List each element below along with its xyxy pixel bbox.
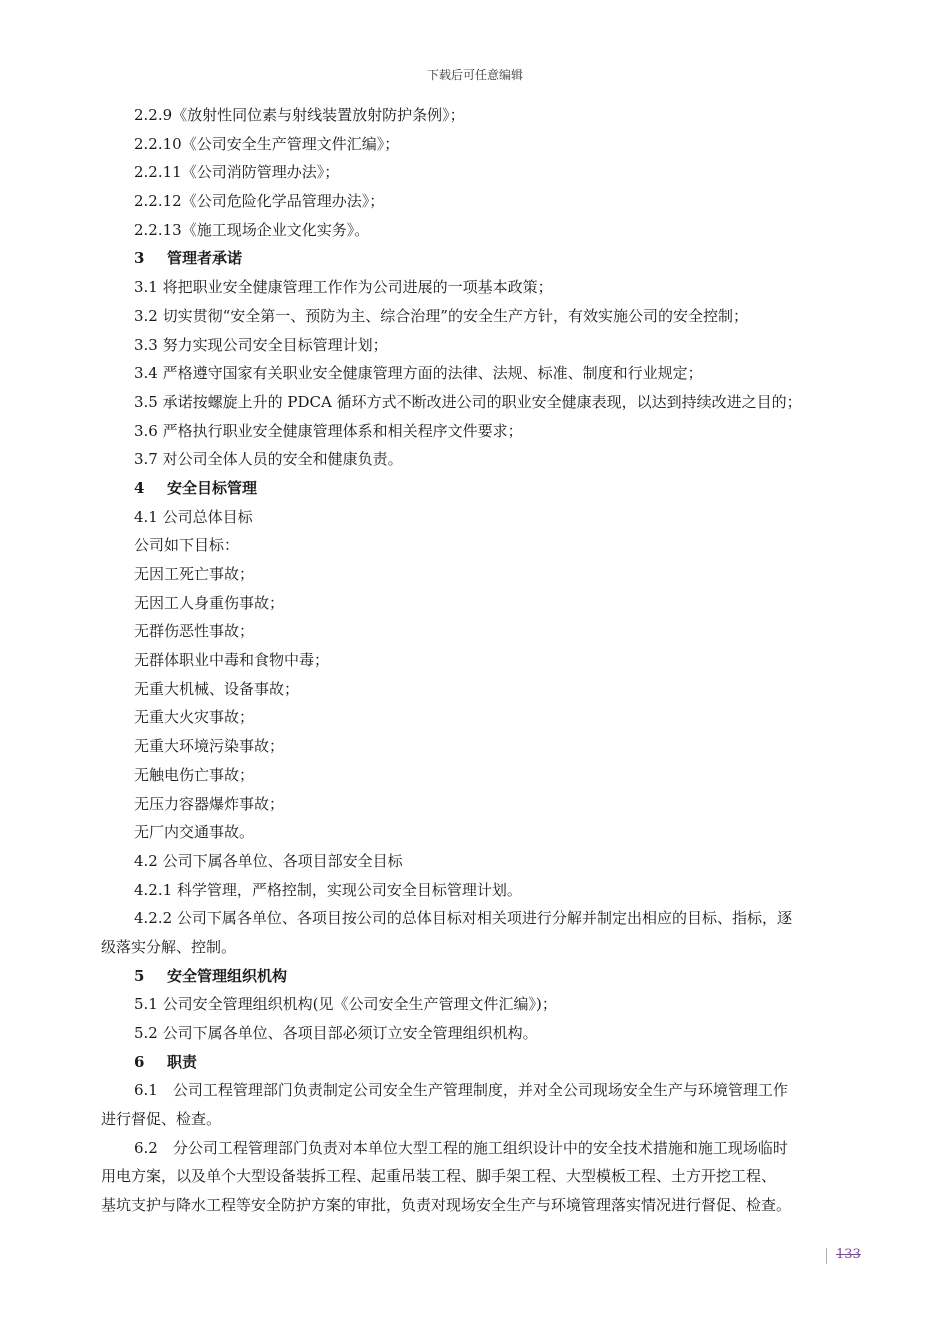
- list-item: 2.2.9《放射性同位素与射线装置放射防护条例》；: [134, 106, 465, 124]
- page-number: 133: [836, 1247, 861, 1262]
- list-item: 2.2.11《公司消防管理办法》；: [134, 163, 340, 182]
- list-item: 无群伤恶性事故；: [134, 622, 255, 641]
- list-item: 公司如下目标：: [134, 536, 240, 555]
- paragraph-line: 6.1 公司工程管理部门负责制定公司安全生产管理制度，并对全公司现场安全生产与环境管理工作: [134, 1081, 788, 1100]
- section-title: 职责: [167, 1052, 198, 1071]
- list-item: 4.1 公司总体目标: [134, 507, 253, 526]
- list-item: 无重大机械、设备事故；: [134, 679, 300, 698]
- list-item: 3.3 努力实现公司安全目标管理计划；: [134, 335, 388, 354]
- section-heading: [134, 474, 862, 503]
- list-item: 2.2.13《施工现场企业文化实务》。: [134, 220, 370, 239]
- list-item: 无压力容器爆炸事故；: [134, 794, 285, 813]
- list-item: 无群体职业中毒和食物中毒；: [134, 651, 330, 670]
- paragraph-line: 4.2.2 公司下属各单位、各项目按公司的总体目标对相关项进行分解并制定出相应的目标、指标，逐: [134, 909, 792, 928]
- list-item: 3.1 将把职业安全健康管理工作作为公司进展的一项基本政策；: [134, 278, 553, 297]
- section-number: 6: [134, 1052, 145, 1071]
- footer-divider: [826, 1248, 827, 1264]
- list-item: 3.5 承诺按螺旋上升的 PDCA 循环方式不断改进公司的职业安全健康表现，以达到持续改进之目的；: [134, 392, 802, 411]
- section-heading: [134, 1048, 862, 1077]
- list-item: 4.2.1 科学管理，严格控制，实现公司安全目标管理计划。: [134, 880, 522, 899]
- paragraph-line: 进行督促、检查。: [101, 1110, 222, 1129]
- list-item: 无触电伤亡事故；: [134, 765, 255, 784]
- section-number: 5: [134, 966, 145, 985]
- document-body: [101, 101, 862, 1220]
- section-title: 安全管理组织机构: [167, 966, 288, 985]
- list-item: 3.6 严格执行职业安全健康管理体系和相关程序文件要求；: [134, 421, 523, 440]
- paragraph-line: 级落实分解、控制。: [101, 937, 237, 956]
- list-item: 2.2.12《公司危险化学品管理办法》；: [134, 192, 385, 211]
- section-number: 4: [134, 478, 145, 497]
- paragraph-line: 基坑支护与降水工程等安全防护方案的审批，负责对现场安全生产与环境管理落实情况进行督促、检查。: [101, 1196, 792, 1215]
- page-header: 下载后可任意编辑: [426, 68, 523, 82]
- list-item: 无因工人身重伤事故；: [134, 593, 285, 612]
- paragraph-line: 用电方案，以及单个大型设备装拆工程、起重吊装工程、脚手架工程、大型模板工程、土方开挖工程、: [101, 1167, 777, 1186]
- list-item: 3.2 切实贯彻“安全第一、预防为主、综合治理”的安全生产方针，有效实施公司的安全控制；: [134, 306, 748, 325]
- list-item: 无厂内交通事故。: [134, 823, 255, 842]
- section-heading: [134, 244, 862, 273]
- list-item: 2.2.10《公司安全生产管理文件汇编》；: [134, 134, 400, 153]
- section-number: 3: [134, 249, 145, 268]
- section-title: 安全目标管理: [167, 478, 258, 497]
- list-item: 无因工死亡事故；: [134, 565, 255, 583]
- list-item: 4.2 公司下属各单位、各项目部安全目标: [134, 851, 403, 870]
- list-item: 无重大火灾事故；: [134, 708, 255, 727]
- list-item: 5.2 公司下属各单位、各项目部必须订立安全管理组织机构。: [134, 1024, 538, 1042]
- list-item: 3.7 对公司全体人员的安全和健康负责。: [134, 450, 403, 469]
- paragraph-line: 6.2 分公司工程管理部门负责对本单位大型工程的施工组织设计中的安全技术措施和施工现场临时: [134, 1138, 788, 1157]
- section-title: 管理者承诺: [167, 249, 243, 268]
- list-item: 5.1 公司安全管理组织机构(见《公司安全生产管理文件汇编》)；: [134, 995, 557, 1014]
- list-item: 无重大环境污染事故；: [134, 737, 285, 756]
- section-heading: [134, 962, 862, 991]
- list-item: 3.4 严格遵守国家有关职业安全健康管理方面的法律、法规、标准、制度和行业规定；: [134, 364, 703, 383]
